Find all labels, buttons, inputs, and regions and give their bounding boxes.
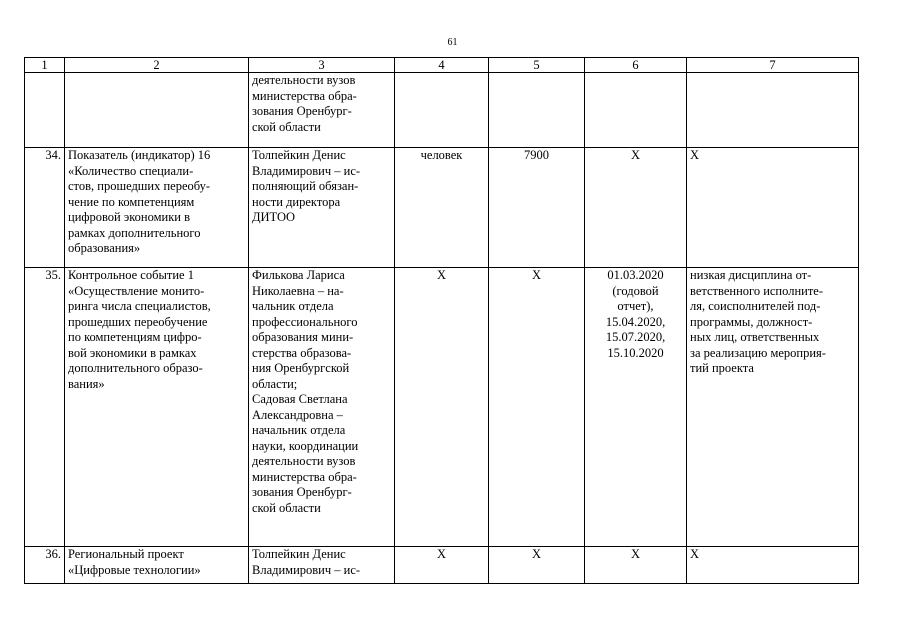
plan-table (24, 57, 859, 584)
row-number: 36. (25, 547, 65, 584)
responsible-person (249, 547, 395, 584)
cell-line: X (436, 547, 447, 561)
unit-cell (395, 547, 489, 584)
date-cell (585, 73, 687, 148)
cell-line: Владимирович – ис- (252, 562, 361, 577)
cell-line: Садовая Светлана (252, 392, 348, 406)
cell-line: ской области (252, 119, 321, 134)
cell-line: X (436, 268, 447, 282)
column-number: 7 (687, 58, 859, 73)
cell-line: 15.04.2020, (605, 314, 666, 329)
cell-line: низкая дисциплина от- (690, 268, 812, 282)
cell-line: 15.07.2020, (605, 330, 666, 344)
cell-line: стерства образова- (252, 345, 352, 360)
unit-cell (395, 148, 489, 268)
item-name (65, 547, 249, 584)
row-number (25, 73, 65, 148)
unit-cell (395, 73, 489, 148)
cell-line: Александровна – (252, 407, 343, 422)
cell-line: науки, координации (252, 438, 359, 453)
cell-line: ных лиц, ответственных (690, 330, 820, 344)
risk-cell (687, 148, 859, 268)
cell-line: Толпейкин Денис (252, 547, 346, 561)
row-number: 35. (25, 268, 65, 547)
cell-line: рамках дополнительного (68, 225, 201, 240)
risk-cell (687, 268, 859, 547)
cell-line: прошедших переобучение (68, 314, 208, 329)
date-cell (585, 148, 687, 268)
cell-line: ния Оренбургской (252, 361, 350, 375)
cell-line: «Цифровые технологии» (68, 562, 201, 577)
responsible-person (249, 148, 395, 268)
column-number: 4 (395, 58, 489, 73)
cell-line: «Осуществление монито- (68, 283, 205, 298)
item-name (65, 148, 249, 268)
cell-line: профессионального (252, 314, 358, 329)
cell-line: X (690, 547, 700, 561)
page-number: 61 (447, 37, 458, 48)
cell-line: Николаевна – на- (252, 283, 344, 298)
cell-line: начальник отдела (252, 423, 346, 437)
cell-line: 15.10.2020 (607, 345, 664, 360)
risk-cell (687, 547, 859, 584)
cell-line: X (531, 268, 542, 282)
cell-line: программы, должност- (690, 314, 813, 329)
item-name (65, 73, 249, 148)
table-row (25, 547, 859, 584)
cell-line: зования Оренбург- (252, 104, 352, 118)
cell-line: полняющий обязан- (252, 179, 359, 193)
cell-line: чение по компетенциям (68, 194, 195, 209)
unit-cell (395, 268, 489, 547)
value-cell (489, 268, 585, 547)
cell-line: области; (252, 376, 298, 391)
column-number: 5 (489, 58, 585, 73)
cell-line: цифровой экономики в (68, 210, 191, 224)
column-number: 6 (585, 58, 687, 73)
cell-line: человек (420, 148, 463, 162)
cell-line: образования мини- (252, 330, 354, 344)
cell-line: министерства обра- (252, 469, 357, 484)
cell-line: ля, соисполнителей под- (690, 299, 821, 313)
column-number: 1 (25, 58, 65, 73)
column-number: 2 (65, 58, 249, 73)
risk-cell (687, 73, 859, 148)
responsible-person (249, 268, 395, 547)
value-cell (489, 547, 585, 584)
table-row (25, 268, 859, 547)
cell-line: деятельности вузов (252, 454, 356, 468)
cell-line: вания» (68, 376, 105, 391)
cell-line: X (690, 148, 700, 162)
cell-line: министерства обра- (252, 88, 357, 103)
cell-line: 7900 (524, 148, 549, 162)
date-cell (585, 268, 687, 547)
column-number: 3 (249, 58, 395, 73)
cell-line: X (630, 547, 641, 561)
cell-line: за реализацию мероприя- (690, 345, 826, 360)
cell-line: X (531, 547, 542, 561)
cell-line: Владимирович – ис- (252, 163, 361, 178)
item-name (65, 268, 249, 547)
cell-line: (годовой (612, 283, 659, 298)
cell-line: Филькова Лариса (252, 268, 345, 282)
cell-line: Контрольное событие 1 (68, 268, 194, 282)
cell-line: отчет), (617, 299, 654, 313)
date-cell (585, 547, 687, 584)
cell-line: ринга числа специалистов, (68, 299, 211, 313)
cell-line: «Количество специали- (68, 163, 194, 178)
cell-line: образования» (68, 241, 141, 255)
cell-line: чальник отдела (252, 299, 334, 313)
table-row (25, 73, 859, 148)
column-number-row (25, 58, 859, 73)
cell-line: дополнительного образо- (68, 361, 203, 375)
value-cell (489, 73, 585, 148)
cell-line: Региональный проект (68, 547, 184, 561)
cell-line: ской области (252, 500, 321, 515)
cell-line: Толпейкин Денис (252, 148, 346, 162)
cell-line: вой экономики в рамках (68, 345, 197, 360)
cell-line: ности директора (252, 194, 341, 209)
table-row (25, 148, 859, 268)
cell-line: X (630, 148, 641, 162)
cell-line: ДИТОО (252, 210, 296, 224)
cell-line: по компетенциям цифро- (68, 330, 202, 344)
cell-line: деятельности вузов (252, 73, 356, 87)
cell-line: зования Оренбург- (252, 485, 352, 499)
cell-line: ветственного исполните- (690, 283, 824, 298)
responsible-person (249, 73, 395, 148)
cell-line: стов, прошедших переобу- (68, 179, 211, 193)
value-cell (489, 148, 585, 268)
cell-line: 01.03.2020 (607, 268, 664, 282)
cell-line: Показатель (индикатор) 16 (68, 148, 211, 162)
row-number: 34. (25, 148, 65, 268)
table-body (25, 73, 859, 584)
cell-line: тий проекта (690, 361, 754, 375)
